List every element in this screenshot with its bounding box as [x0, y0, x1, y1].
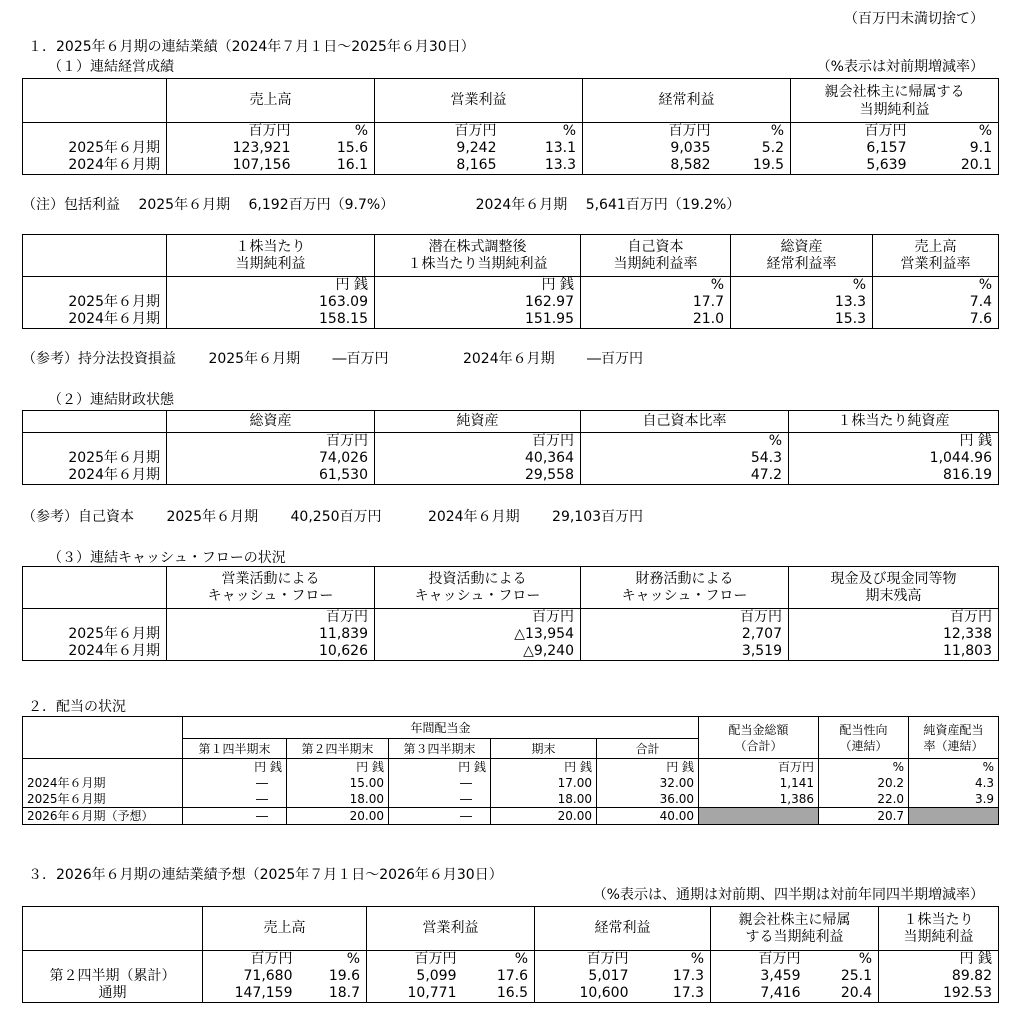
unit-note: （百万円未満切捨て） — [844, 11, 984, 27]
table-row — [23, 311, 999, 329]
unit-cell: 百万円 — [791, 123, 913, 141]
value-cell: 12,338 — [789, 626, 999, 643]
unit-cell: % — [299, 951, 367, 969]
value-cell: ― — [389, 775, 491, 791]
unit-cell: 百万円 — [789, 609, 999, 627]
table-row — [23, 985, 999, 1003]
value-cell: ― — [183, 791, 287, 808]
value-cell: 9,035 — [583, 140, 717, 157]
value-cell: 25.1 — [807, 968, 879, 985]
col-header-operating-profit: 営業利益 — [375, 79, 583, 123]
value-cell: 18.00 — [491, 791, 597, 808]
value-cell: 20.1 — [913, 157, 999, 175]
value-cell: 18.00 — [287, 791, 389, 808]
col-header-eps: １株当たり 当期純利益 — [879, 907, 999, 951]
value-cell: 32.00 — [597, 775, 699, 791]
value-cell: 15.6 — [297, 140, 375, 157]
col-header-equity-ratio: 自己資本比率 — [581, 411, 789, 433]
col-header-year-end: 期末 — [491, 739, 597, 759]
col-header-roe: 自己資本 当期純利益率 — [581, 235, 731, 277]
unit-cell: % — [807, 951, 879, 969]
value-cell: 123,921 — [167, 140, 297, 157]
col-header-total: 合計 — [597, 739, 699, 759]
forecast-table — [22, 906, 999, 1003]
value-cell: 20.2 — [819, 775, 909, 791]
unit-cell: 百万円 — [583, 123, 717, 141]
value-cell: 192.53 — [879, 985, 999, 1003]
unit-cell: 百万円 — [711, 951, 807, 969]
col-header-ordinary-profit: 経常利益 — [583, 79, 791, 123]
table-row — [23, 140, 999, 157]
value-cell: 13.3 — [503, 157, 583, 175]
sub1-note: （%表示は対前期増減率） — [816, 59, 984, 75]
value-cell: 5,639 — [791, 157, 913, 175]
unit-cell: % — [913, 123, 999, 141]
value-cell: 8,582 — [583, 157, 717, 175]
col-group-annual-dividend: 年間配当金 — [183, 717, 699, 739]
value-cell: 17.7 — [581, 294, 731, 311]
row-label: 2025年６月期 — [23, 791, 183, 808]
col-header-operating-profit: 営業利益 — [367, 907, 535, 951]
value-cell: 13.3 — [731, 294, 873, 311]
unit-cell: % — [909, 759, 999, 776]
per-share-table — [22, 234, 999, 329]
value-cell: 17.3 — [635, 968, 711, 985]
col-header-net-income: 親会社株主に帰属 する当期純利益 — [711, 907, 879, 951]
row-label: 2024年６月期 — [23, 311, 167, 329]
value-cell: 5,099 — [367, 968, 463, 985]
results-table — [22, 78, 999, 175]
value-cell: 16.5 — [463, 985, 535, 1003]
col-header-q3: 第３四半期末 — [389, 739, 491, 759]
table-row — [23, 450, 999, 467]
value-cell: 3,519 — [581, 643, 789, 661]
col-header-financing-cf: 財務活動による キャッシュ・フロー — [581, 567, 789, 609]
value-cell: 163.09 — [167, 294, 375, 311]
value-cell: 47.2 — [581, 467, 789, 485]
unit-cell: 百万円 — [167, 123, 297, 141]
col-header-doe: 純資産配当 率（連結） — [909, 717, 999, 759]
unit-cell: % — [731, 277, 873, 295]
value-cell: ― — [389, 808, 491, 825]
col-header-ordinary-profit: 経常利益 — [535, 907, 711, 951]
row-label: 2025年６月期 — [23, 294, 167, 311]
value-cell: 15.3 — [731, 311, 873, 329]
unit-cell: 円 銭 — [287, 759, 389, 776]
value-cell: 5.2 — [717, 140, 791, 157]
unit-cell: 円 銭 — [597, 759, 699, 776]
col-header-diluted-eps: 潜在株式調整後 １株当たり当期純利益 — [375, 235, 581, 277]
value-cell: 10,771 — [367, 985, 463, 1003]
unit-cell: 円 銭 — [389, 759, 491, 776]
value-cell: 147,159 — [203, 985, 299, 1003]
col-header-cash-balance: 現金及び現金同等物 期末残高 — [789, 567, 999, 609]
value-cell: 158.15 — [167, 311, 375, 329]
value-cell: 11,803 — [789, 643, 999, 661]
unit-cell: % — [297, 123, 375, 141]
value-cell: 20.00 — [287, 808, 389, 825]
unit-cell: 百万円 — [367, 951, 463, 969]
table-row — [23, 643, 999, 661]
value-cell: 89.82 — [879, 968, 999, 985]
table-row — [23, 791, 999, 808]
col-header-eps: １株当たり 当期純利益 — [167, 235, 375, 277]
value-cell: 20.00 — [491, 808, 597, 825]
unit-cell: 円 銭 — [167, 277, 375, 295]
value-cell: 13.1 — [503, 140, 583, 157]
table-row — [23, 294, 999, 311]
cashflow-title: （３）連結キャッシュ・フローの状況 — [48, 550, 286, 566]
dividends-table — [22, 716, 999, 825]
row-label: 第２四半期（累計） — [23, 968, 203, 985]
section1-title: １．2025年６月期の連結業績（2024年７月１日～2025年６月30日） — [28, 39, 475, 55]
value-cell: 22.0 — [819, 791, 909, 808]
row-label: 通期 — [23, 985, 203, 1003]
unit-cell: 円 銭 — [789, 433, 999, 451]
unit-cell: % — [581, 433, 789, 451]
table-row — [23, 467, 999, 485]
value-cell: ― — [183, 808, 287, 825]
value-cell: 29,558 — [375, 467, 581, 485]
col-header-total-dividend: 配当金総額 （合計） — [699, 717, 819, 759]
value-cell: 3,459 — [711, 968, 807, 985]
row-label: 2024年６月期 — [23, 775, 183, 791]
unit-cell: 百万円 — [699, 759, 819, 776]
unit-cell: % — [873, 277, 999, 295]
row-label: 2024年６月期 — [23, 157, 167, 175]
value-cell: 1,141 — [699, 775, 819, 791]
col-header-q2: 第２四半期末 — [287, 739, 389, 759]
value-cell: 151.95 — [375, 311, 581, 329]
col-header-operating-margin: 売上高 営業利益率 — [873, 235, 999, 277]
col-header-investing-cf: 投資活動による キャッシュ・フロー — [375, 567, 581, 609]
value-cell: 17.00 — [491, 775, 597, 791]
value-cell: 20.4 — [807, 985, 879, 1003]
col-header-net-assets: 純資産 — [375, 411, 581, 433]
unit-cell: % — [717, 123, 791, 141]
shaded-cell — [699, 808, 819, 825]
value-cell: 7,416 — [711, 985, 807, 1003]
row-label: 2024年６月期 — [23, 467, 167, 485]
table-row — [23, 626, 999, 643]
value-cell: 1,386 — [699, 791, 819, 808]
value-cell: ― — [389, 791, 491, 808]
sub1-title: （１）連結経営成績 — [48, 59, 174, 75]
row-label: 2025年６月期 — [23, 626, 167, 643]
value-cell: 7.4 — [873, 294, 999, 311]
unit-cell: 円 銭 — [375, 277, 581, 295]
value-cell: 107,156 — [167, 157, 297, 175]
unit-cell: 円 銭 — [491, 759, 597, 776]
forecast-title: ３．2026年６月期の連結業績予想（2025年７月１日～2026年６月30日） — [28, 867, 503, 883]
financial-title: （２）連結財政状態 — [48, 392, 174, 408]
col-header-bps: １株当たり純資産 — [789, 411, 999, 433]
forecast-note: （%表示は、通期は対前期、四半期は対前年同四半期増減率） — [592, 887, 984, 903]
comprehensive-income-note: （注）包括利益 2025年６月期 6,192百万円（9.7%） 2024年６月期 5,641百万円（19.2%） — [22, 197, 741, 213]
value-cell: 17.6 — [463, 968, 535, 985]
value-cell: 20.7 — [819, 808, 909, 825]
value-cell: 4.3 — [909, 775, 999, 791]
row-label: 2026年６月期（予想） — [23, 808, 183, 825]
shaded-cell — [909, 808, 999, 825]
value-cell: 74,026 — [167, 450, 375, 467]
value-cell: 19.6 — [299, 968, 367, 985]
value-cell: △9,240 — [375, 643, 581, 661]
value-cell: △13,954 — [375, 626, 581, 643]
unit-cell: 百万円 — [581, 609, 789, 627]
dividends-title: ２．配当の状況 — [28, 699, 126, 715]
unit-cell: 円 銭 — [183, 759, 287, 776]
unit-cell: 百万円 — [375, 609, 581, 627]
value-cell: 8,165 — [375, 157, 503, 175]
col-header-q1: 第１四半期末 — [183, 739, 287, 759]
unit-cell: % — [635, 951, 711, 969]
value-cell: 1,044.96 — [789, 450, 999, 467]
value-cell: 5,017 — [535, 968, 635, 985]
value-cell: 36.00 — [597, 791, 699, 808]
value-cell: 19.5 — [717, 157, 791, 175]
col-header-sales: 売上高 — [203, 907, 367, 951]
table-row — [23, 775, 999, 791]
value-cell: 7.6 — [873, 311, 999, 329]
col-header-payout-ratio: 配当性向 （連結） — [819, 717, 909, 759]
value-cell: 2,707 — [581, 626, 789, 643]
value-cell: 162.97 — [375, 294, 581, 311]
value-cell: ― — [183, 775, 287, 791]
value-cell: 11,839 — [167, 626, 375, 643]
value-cell: 21.0 — [581, 311, 731, 329]
value-cell: 3.9 — [909, 791, 999, 808]
col-header-operating-cf: 営業活動による キャッシュ・フロー — [167, 567, 375, 609]
value-cell: 71,680 — [203, 968, 299, 985]
value-cell: 10,626 — [167, 643, 375, 661]
unit-cell: 百万円 — [203, 951, 299, 969]
table-row — [23, 808, 999, 825]
value-cell: 18.7 — [299, 985, 367, 1003]
unit-cell: 百万円 — [167, 433, 375, 451]
value-cell: 61,530 — [167, 467, 375, 485]
unit-cell: % — [503, 123, 583, 141]
value-cell: 40.00 — [597, 808, 699, 825]
value-cell: 54.3 — [581, 450, 789, 467]
financial-table — [22, 410, 999, 485]
row-label: 2025年６月期 — [23, 450, 167, 467]
col-header-sales: 売上高 — [167, 79, 375, 123]
value-cell: 9.1 — [913, 140, 999, 157]
unit-cell: 百万円 — [375, 123, 503, 141]
equity-note: （参考）自己資本 2025年６月期 40,250百万円 2024年６月期 29,103百万円 — [22, 509, 644, 525]
col-header-total-assets: 総資産 — [167, 411, 375, 433]
value-cell: 816.19 — [789, 467, 999, 485]
row-label: 2025年６月期 — [23, 140, 167, 157]
value-cell: 15.00 — [287, 775, 389, 791]
col-header-roa: 総資産 経常利益率 — [731, 235, 873, 277]
value-cell: 16.1 — [297, 157, 375, 175]
value-cell: 17.3 — [635, 985, 711, 1003]
unit-cell: % — [581, 277, 731, 295]
value-cell: 9,242 — [375, 140, 503, 157]
unit-cell: % — [463, 951, 535, 969]
row-label: 2024年６月期 — [23, 643, 167, 661]
unit-cell: 百万円 — [167, 609, 375, 627]
unit-cell: 百万円 — [375, 433, 581, 451]
cashflow-table — [22, 566, 999, 661]
unit-cell: % — [819, 759, 909, 776]
value-cell: 10,600 — [535, 985, 635, 1003]
equity-method-note: （参考）持分法投資損益 2025年６月期 ―百万円 2024年６月期 ―百万円 — [22, 351, 644, 367]
col-header-net-income: 親会社株主に帰属する 当期純利益 — [791, 79, 999, 123]
value-cell: 6,157 — [791, 140, 913, 157]
unit-cell: 円 銭 — [879, 951, 999, 969]
unit-cell: 百万円 — [535, 951, 635, 969]
table-row — [23, 968, 999, 985]
value-cell: 40,364 — [375, 450, 581, 467]
table-row — [23, 157, 999, 175]
